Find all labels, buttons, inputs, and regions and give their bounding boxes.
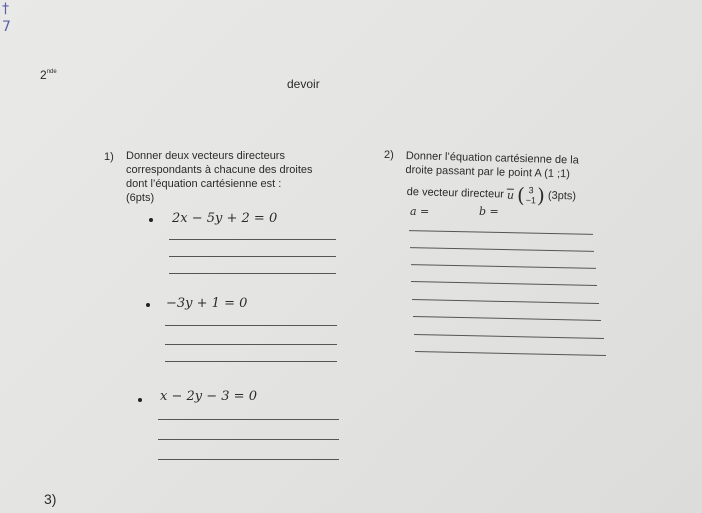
answer-line	[165, 361, 337, 362]
equation-3: x − 2y − 3 = 0	[160, 389, 257, 404]
bullet	[149, 218, 153, 222]
margin-scribble	[2, 0, 11, 36]
bullet	[146, 303, 150, 307]
answer-line	[169, 273, 336, 274]
answer-line	[158, 419, 339, 420]
page-title: devoir	[287, 77, 320, 91]
answer-line	[169, 256, 336, 257]
answer-line	[412, 299, 599, 304]
answer-line	[409, 230, 593, 235]
scribble-line: 7	[2, 19, 11, 35]
equation-1: 2x − 5y + 2 = 0	[172, 211, 278, 226]
q3-number: 3)	[44, 491, 57, 507]
b-label: b =	[479, 205, 499, 218]
answer-line	[158, 439, 339, 440]
answer-line	[411, 264, 596, 269]
answer-line	[414, 334, 604, 339]
answer-line	[165, 325, 337, 326]
answer-line	[165, 344, 337, 345]
a-label: a =	[410, 205, 430, 218]
answer-line	[413, 316, 601, 321]
vector-u-symbol: u	[506, 188, 515, 202]
bullet	[138, 398, 142, 402]
q2-vector-line: de vecteur directeur u ( 3 −1 ) (3pts)	[406, 182, 577, 208]
q2-text: Donner l’équation cartésienne de la droite passant par le point A (1 ;1)	[405, 149, 579, 181]
q1-text: Donner deux vecteurs directeurs correspondants à chacune des droites dont l’équation cartésienne est : (6pts)	[126, 150, 313, 204]
answer-line	[158, 459, 339, 460]
answer-line	[415, 351, 606, 356]
equation-2: −3y + 1 = 0	[166, 296, 248, 311]
direction-vector: ( 3 −1 )	[516, 182, 546, 208]
q1-number: 1)	[104, 151, 114, 163]
q2-number: 2)	[384, 149, 394, 161]
scribble-line: †	[2, 1, 9, 17]
answer-line	[411, 281, 597, 286]
answer-line	[169, 239, 336, 240]
answer-line	[410, 247, 594, 252]
class-level: 2nde	[40, 68, 57, 82]
